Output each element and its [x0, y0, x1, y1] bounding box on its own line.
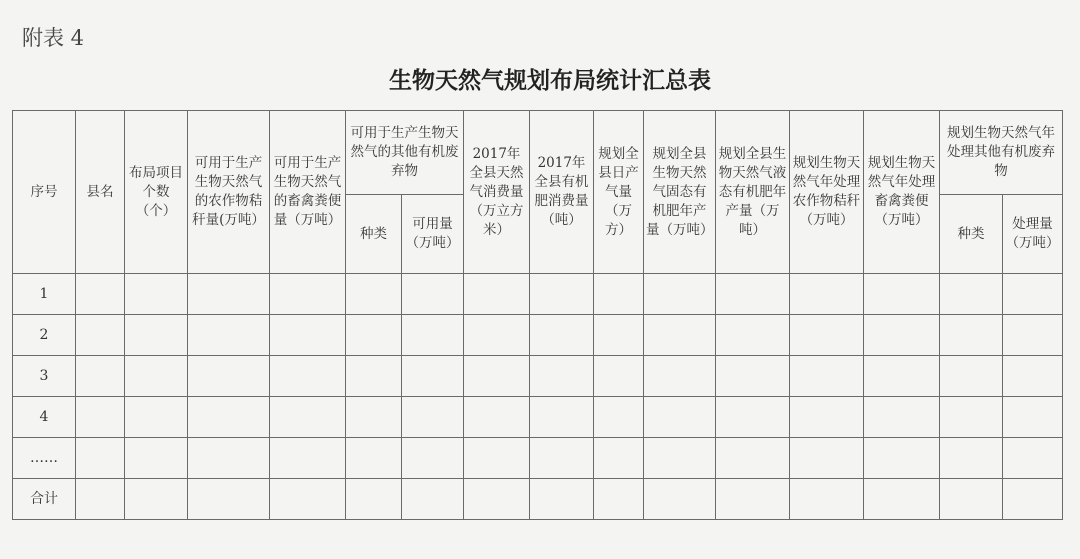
table-cell	[864, 356, 940, 397]
table-cell	[594, 438, 644, 479]
table-cell	[270, 438, 346, 479]
table-cell	[76, 356, 125, 397]
table-cell	[270, 479, 346, 520]
table-cell	[940, 397, 1003, 438]
table-cell	[716, 356, 790, 397]
table-cell	[940, 315, 1003, 356]
header-liquid-fertilizer: 规划全县生物天然气液态有机肥年产量（万吨）	[716, 111, 790, 274]
table-cell	[530, 438, 594, 479]
table-cell	[864, 397, 940, 438]
table-cell	[644, 438, 716, 479]
table-cell	[270, 397, 346, 438]
table-cell	[270, 274, 346, 315]
table-cell	[464, 479, 530, 520]
table-cell	[530, 356, 594, 397]
header-planned-other-type: 种类	[940, 195, 1003, 274]
table-cell	[864, 274, 940, 315]
header-fertilizer-consumption-2017: 2017年全县有机肥消费量（吨）	[530, 111, 594, 274]
table-cell	[76, 315, 125, 356]
table-row	[13, 438, 1063, 479]
table-cell	[716, 438, 790, 479]
table-row	[13, 356, 1063, 397]
table-row	[13, 479, 1063, 520]
table-cell	[188, 315, 270, 356]
table-cell	[402, 479, 464, 520]
table-cell	[76, 274, 125, 315]
table-cell	[790, 438, 864, 479]
table-cell	[76, 479, 125, 520]
table-cell	[402, 356, 464, 397]
table-cell	[346, 274, 402, 315]
table-cell	[644, 356, 716, 397]
table-cell	[530, 397, 594, 438]
table-cell	[790, 315, 864, 356]
table-cell	[464, 315, 530, 356]
header-planned-other-group: 规划生物天然气年处理其他有机废弃物	[940, 111, 1063, 195]
table-cell	[594, 315, 644, 356]
header-other-waste-type: 种类	[346, 195, 402, 274]
table-cell	[940, 438, 1003, 479]
table-cell	[594, 356, 644, 397]
table-cell	[464, 397, 530, 438]
table-cell	[644, 315, 716, 356]
table-cell	[1003, 356, 1063, 397]
table-cell	[402, 274, 464, 315]
table-cell	[125, 438, 188, 479]
row-label: 3	[13, 356, 76, 397]
table-cell	[402, 397, 464, 438]
table-cell	[594, 274, 644, 315]
table-cell	[1003, 274, 1063, 315]
row-label: ……	[13, 438, 76, 479]
header-gas-consumption-2017: 2017年全县天然气消费量（万立方米）	[464, 111, 530, 274]
table-cell	[464, 356, 530, 397]
page-title: 生物天然气规划布局统计汇总表	[389, 68, 711, 94]
table-row	[13, 274, 1063, 315]
table-cell	[790, 274, 864, 315]
table-cell	[125, 397, 188, 438]
table-cell	[188, 479, 270, 520]
table-cell	[188, 397, 270, 438]
table-cell	[76, 438, 125, 479]
table-cell	[644, 479, 716, 520]
table-cell	[594, 397, 644, 438]
header-planned-straw: 规划生物天然气年处理农作物秸秆（万吨）	[790, 111, 864, 274]
appendix-label: 附表 4	[22, 26, 85, 50]
table-row	[13, 397, 1063, 438]
table-cell	[464, 438, 530, 479]
header-county: 县名	[76, 111, 125, 274]
table-cell	[346, 315, 402, 356]
table-cell	[1003, 397, 1063, 438]
table-cell	[125, 356, 188, 397]
table-cell	[1003, 479, 1063, 520]
table-cell	[125, 274, 188, 315]
table-cell	[1003, 315, 1063, 356]
table-cell	[346, 438, 402, 479]
row-label: 合计	[13, 479, 76, 520]
table-cell	[644, 274, 716, 315]
row-label: 4	[13, 397, 76, 438]
header-other-waste-amount: 可用量（万吨）	[402, 195, 464, 274]
table-cell	[125, 315, 188, 356]
table-row	[13, 315, 1063, 356]
table-cell	[76, 397, 125, 438]
table-cell	[125, 479, 188, 520]
table-cell	[594, 479, 644, 520]
table-cell	[716, 397, 790, 438]
table-cell	[188, 356, 270, 397]
table-cell	[790, 397, 864, 438]
header-other-waste-group: 可用于生产生物天然气的其他有机废弃物	[346, 111, 464, 195]
table-cell	[346, 356, 402, 397]
header-serial: 序号	[13, 111, 76, 274]
header-planned-manure: 规划生物天然气年处理畜禽粪便（万吨）	[864, 111, 940, 274]
table-cell	[716, 274, 790, 315]
table-cell	[402, 315, 464, 356]
header-project-count: 布局项目个数（个）	[125, 111, 188, 274]
summary-table	[12, 110, 1063, 520]
table-cell	[346, 479, 402, 520]
table-cell	[530, 479, 594, 520]
table-cell	[940, 479, 1003, 520]
table-cell	[270, 315, 346, 356]
table-cell	[716, 315, 790, 356]
header-solid-fertilizer: 规划全县生物天然气固态有机肥年产量（万吨）	[644, 111, 716, 274]
table-cell	[790, 479, 864, 520]
table-cell	[346, 397, 402, 438]
header-planned-other-amount: 处理量（万吨）	[1003, 195, 1063, 274]
table-cell	[530, 315, 594, 356]
row-label: 1	[13, 274, 76, 315]
table-cell	[464, 274, 530, 315]
table-cell	[940, 274, 1003, 315]
table-cell	[864, 479, 940, 520]
header-livestock-manure: 可用于生产生物天然气的畜禽粪便量（万吨）	[270, 111, 346, 274]
table-cell	[188, 438, 270, 479]
table-cell	[402, 438, 464, 479]
table-cell	[940, 356, 1003, 397]
table-cell	[270, 356, 346, 397]
table-cell	[644, 397, 716, 438]
table-cell	[188, 274, 270, 315]
table-cell	[716, 479, 790, 520]
table-cell	[530, 274, 594, 315]
table-cell	[864, 438, 940, 479]
header-crop-straw: 可用于生产生物天然气的农作物秸秆量(万吨）	[188, 111, 270, 274]
table-cell	[864, 315, 940, 356]
header-planned-daily-gas: 规划全县日产气量（万方）	[594, 111, 644, 274]
table-cell	[1003, 438, 1063, 479]
table-cell	[790, 356, 864, 397]
row-label: 2	[13, 315, 76, 356]
